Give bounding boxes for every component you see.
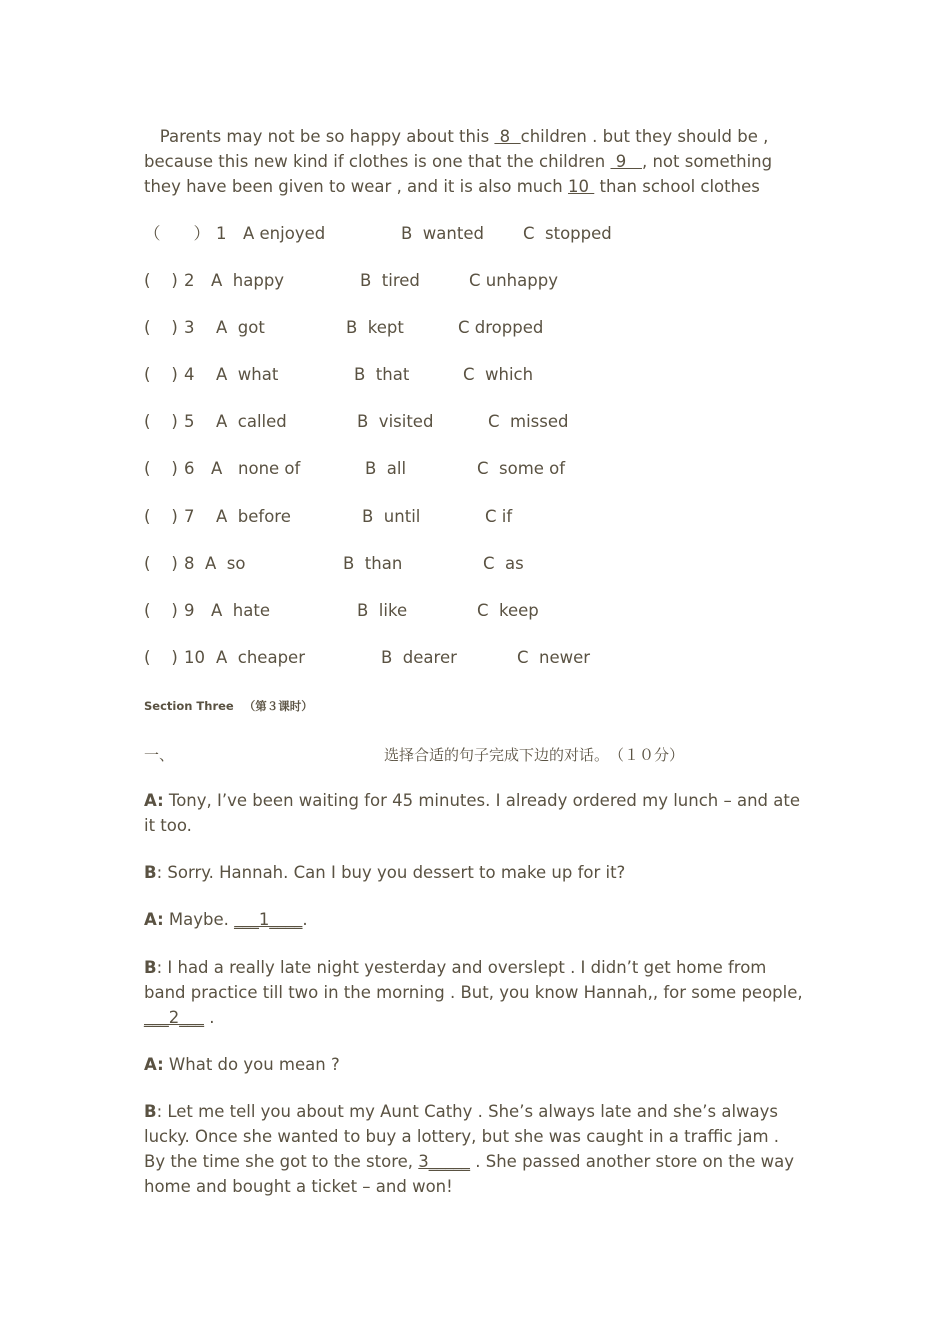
blank-2: ___2___	[144, 1008, 204, 1027]
option-b: B than	[343, 554, 403, 573]
option-a: A what	[216, 365, 279, 384]
passage-line-3: they have been given to wear , and it is also much 10 than school clothes	[144, 177, 760, 196]
question-row-10	[144, 645, 591, 670]
passage-line-1: Parents may not be so happy about this 8 children . but they should be ,	[159, 127, 769, 146]
speaker: A:	[144, 791, 164, 810]
option-b: B that	[354, 365, 410, 384]
dialogue-line-1: A: Tony, I’ve been waiting for 45 minutes. I already ordered my lunch – and ate it too.	[144, 791, 800, 835]
dialogue-line-2: B: Sorry. Hannah. Can I buy you dessert to make up for it?	[144, 863, 626, 882]
section-title: Section Three （第３课时）	[144, 699, 313, 713]
dialogue-line-4: B: I had a really late night yesterday and overslept . I didn’t get home from band practice till two in the morning . But, you know Hannah,, for some people, ___2___ .	[144, 958, 803, 1027]
option-b: B tired	[360, 271, 420, 290]
option-c: C some of	[477, 459, 566, 478]
option-c: C as	[483, 554, 524, 573]
question-row-9	[144, 598, 539, 623]
question-number: 3	[184, 318, 195, 337]
answer-bracket[interactable]: ( )	[144, 365, 178, 384]
speaker: A:	[144, 910, 164, 929]
question-number: 6	[184, 459, 195, 478]
option-a: A happy	[211, 271, 285, 290]
blank-9: 9	[610, 152, 642, 171]
question-row-3	[144, 315, 544, 340]
dialogue-line-6: B: Let me tell you about my Aunt Cathy . She’s always late and she’s always lucky. Once she wanted to buy a lottery, but she was caught in a traffic jam . By the time she got to the store, 3_____ . She passed another store on the way home and bought a ticket – and won!	[144, 1102, 794, 1196]
blank-3: 3_____	[418, 1152, 471, 1171]
question-number: 8	[184, 554, 195, 573]
option-a: A so	[205, 554, 246, 573]
question-number: 9	[184, 601, 195, 620]
option-c: C newer	[517, 648, 591, 667]
option-a: A got	[216, 318, 265, 337]
answer-bracket[interactable]: ( )	[144, 459, 178, 478]
blank-10: 10	[568, 177, 595, 196]
passage	[144, 124, 804, 199]
answer-bracket[interactable]: （ ）	[144, 224, 210, 243]
question-row-5	[144, 409, 569, 434]
question-row-8	[144, 551, 524, 576]
passage-line-2: because this new kind if clothes is one that the children 9 , not something	[144, 152, 773, 171]
dialogue-line-3: A: Maybe. ___1____.	[144, 910, 308, 929]
option-b: B dearer	[381, 648, 457, 667]
blank-1: ___1____	[234, 910, 303, 929]
blank-8: 8	[494, 127, 521, 146]
option-a: A called	[216, 412, 287, 431]
option-a: A hate	[211, 601, 270, 620]
speaker: B	[144, 863, 157, 882]
option-c: C stopped	[523, 224, 612, 243]
answer-bracket[interactable]: ( )	[144, 554, 178, 573]
option-c: C which	[463, 365, 534, 384]
answer-bracket[interactable]: ( )	[144, 412, 178, 431]
option-c: C dropped	[458, 318, 544, 337]
option-b: B visited	[357, 412, 434, 431]
option-c: C missed	[488, 412, 569, 431]
answer-bracket[interactable]: ( )	[144, 271, 178, 290]
option-a: A enjoyed	[243, 224, 326, 243]
speaker: A:	[144, 1055, 164, 1074]
question-number: 1	[216, 224, 227, 243]
part-number: 一、	[144, 746, 175, 764]
question-number: 10	[184, 648, 205, 667]
speaker: B	[144, 1102, 157, 1121]
lesson-label: （第３课时）	[243, 699, 313, 713]
question-row-1	[144, 221, 612, 246]
option-c: C if	[485, 507, 513, 526]
option-c: C keep	[477, 601, 539, 620]
question-row-4	[144, 362, 534, 387]
answer-bracket[interactable]: ( )	[144, 318, 178, 337]
question-number: 7	[184, 507, 195, 526]
option-b: B all	[365, 459, 407, 478]
option-a: A cheaper	[216, 648, 305, 667]
option-b: B kept	[346, 318, 404, 337]
option-a: A before	[216, 507, 291, 526]
answer-bracket[interactable]: ( )	[144, 601, 178, 620]
option-b: B like	[357, 601, 408, 620]
question-number: 2	[184, 271, 195, 290]
question-row-2	[144, 268, 558, 293]
option-a: A none of	[211, 459, 301, 478]
question-row-6	[144, 456, 566, 481]
answer-bracket[interactable]: ( )	[144, 648, 178, 667]
option-c: C unhappy	[469, 271, 558, 290]
part-instruction: 选择合适的句子完成下边的对话。 （１０分）	[384, 746, 685, 764]
question-number: 5	[184, 412, 195, 431]
dialogue-line-5: A: What do you mean ?	[144, 1055, 340, 1074]
question-row-7	[144, 504, 513, 529]
speaker: B	[144, 958, 157, 977]
option-b: B wanted	[401, 224, 484, 243]
question-number: 4	[184, 365, 195, 384]
answer-bracket[interactable]: ( )	[144, 507, 178, 526]
option-b: B until	[362, 507, 421, 526]
